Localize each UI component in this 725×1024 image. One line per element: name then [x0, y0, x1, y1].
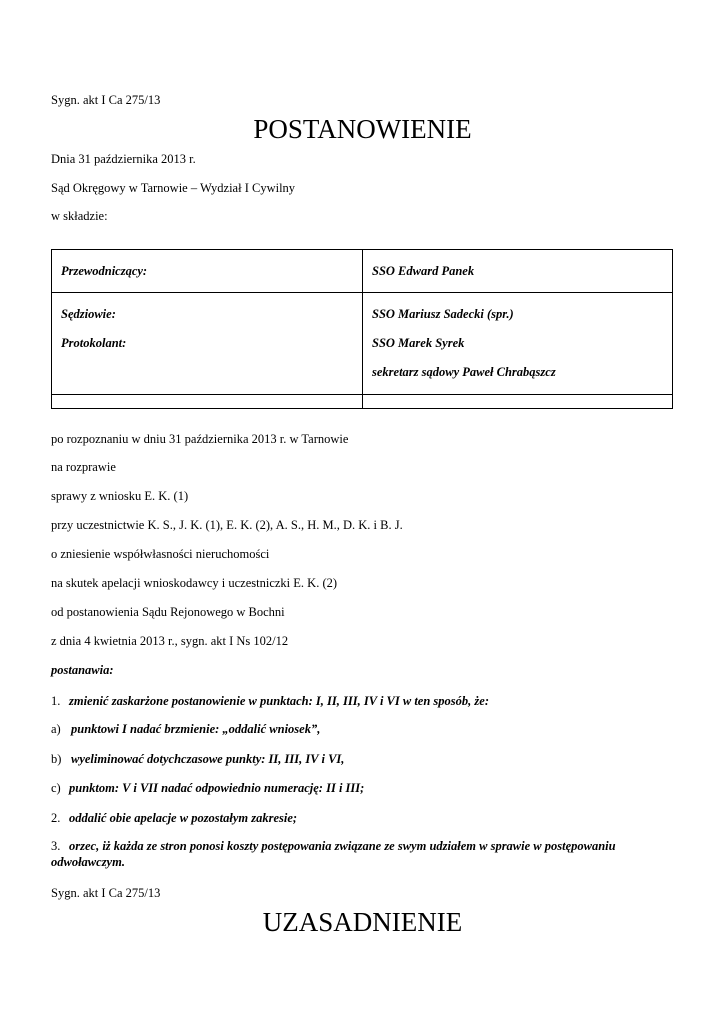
date-line: Dnia 31 października 2013 r.	[51, 152, 196, 166]
ruling-item	[51, 721, 320, 737]
ruling-item	[51, 780, 364, 796]
ruling-text: zmienić zaskarżone postanowienie w punktach: I, II, III, IV i VI w ten sposób, że:	[69, 694, 489, 708]
ruling-item	[51, 810, 297, 826]
ruling-number: c)	[51, 781, 61, 795]
court-panel-table	[51, 249, 673, 409]
lower-decision-line: z dnia 4 kwietnia 2013 r., sygn. akt I Ns 102/12	[51, 634, 289, 648]
document-title: POSTANOWIENIE	[253, 114, 472, 144]
ruling-text: oddalić obie apelacje w pozostałym zakresie;	[69, 811, 298, 825]
judge-2: SSO Marek Syrek	[372, 336, 465, 350]
ruling-text: orzec, iż każda ze stron ponosi koszty postępowania związane ze swym udziałem w sprawie w postępowaniu odwoławczym.	[51, 839, 616, 869]
ruling-number: 1.	[51, 694, 61, 708]
court-line: Sąd Okręgowy w Tarnowie – Wydział I Cywilny	[51, 181, 296, 195]
case-signature-bottom: Sygn. akt I Ca 275/13	[51, 886, 161, 900]
participants-line: przy uczestnictwie K. S., J. K. (1), E. K. (2), A. S., H. M., D. K. i B. J.	[51, 518, 403, 532]
recorder-value: sekretarz sądowy Paweł Chrabąszcz	[372, 365, 556, 379]
ruling-number: 3.	[51, 839, 61, 853]
members-label-cell	[52, 293, 363, 395]
appeal-line: na skutek apelacji wnioskodawcy i uczestniczki E. K. (2)	[51, 576, 338, 590]
table-row	[52, 250, 673, 293]
judges-label: Sędziowie:	[61, 307, 116, 321]
lower-court-line: od postanowienia Sądu Rejonowego w Bochni	[51, 605, 285, 619]
table-row	[52, 395, 673, 409]
chair-label: Przewodniczący:	[61, 264, 148, 278]
members-value-cell	[363, 293, 673, 395]
empty-cell	[52, 395, 363, 409]
ruling-number: a)	[51, 722, 61, 736]
motion-line: sprawy z wniosku E. K. (1)	[51, 489, 189, 503]
chair-value: SSO Edward Panek	[372, 264, 475, 278]
chair-label-cell	[52, 250, 363, 293]
hearing-type-line: na rozprawie	[51, 460, 116, 474]
recorder-label: Protokolant:	[61, 336, 127, 350]
ruling-number: 2.	[51, 811, 61, 825]
subject-line: o zniesienie współwłasności nieruchomości	[51, 547, 270, 561]
composition-label: w składzie:	[51, 209, 108, 223]
ruling-item	[51, 751, 344, 767]
ruling-text: punktom: V i VII nadać odpowiednio numerację: II i III;	[69, 781, 365, 795]
case-signature-top: Sygn. akt I Ca 275/13	[51, 93, 161, 107]
ruling-item	[51, 838, 673, 870]
ruling-text: punktowi I nadać brzmienie: „oddalić wniosek”,	[71, 722, 321, 736]
decides-heading: postanawia:	[51, 663, 114, 677]
ruling-text: wyeliminować dotychczasowe punkty: II, III, IV i VI,	[71, 752, 345, 766]
judge-1: SSO Mariusz Sadecki (spr.)	[372, 307, 514, 321]
ruling-item	[51, 693, 489, 709]
ruling-number: b)	[51, 752, 62, 766]
empty-cell	[363, 395, 673, 409]
chair-value-cell	[363, 250, 673, 293]
hearing-line: po rozpoznaniu w dniu 31 października 2013 r. w Tarnowie	[51, 432, 349, 446]
table-row	[52, 293, 673, 395]
justification-title: UZASADNIENIE	[262, 907, 463, 937]
